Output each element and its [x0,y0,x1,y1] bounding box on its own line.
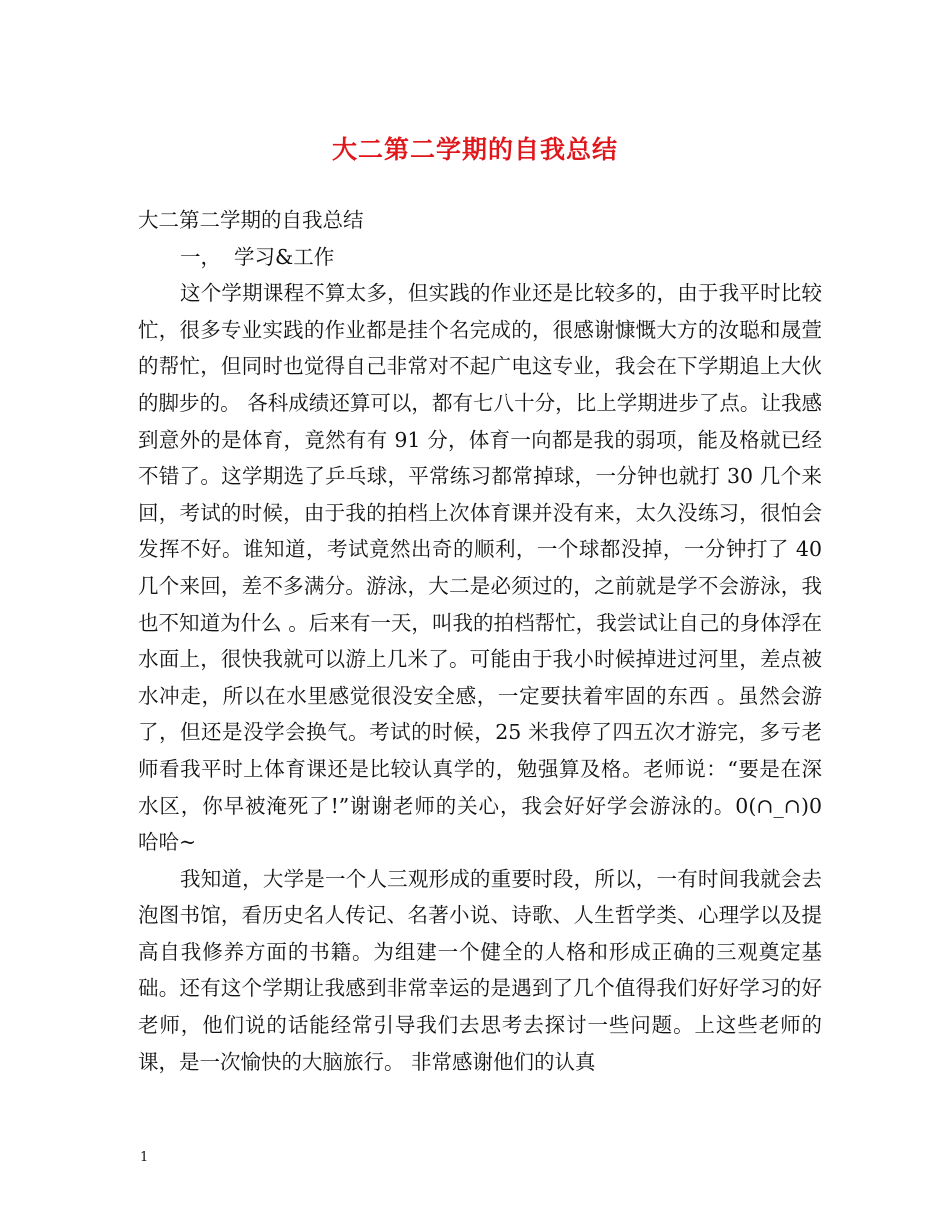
section-heading: 一， 学习&工作 [180,244,335,269]
paragraph-1: 这个学期课程不算太多，但实践的作业还是比较多的，由于我平时比较忙，很多专业实践的作业都是挂个名完成的，很感谢慷慨大方的汝聪和晟萱的帮忙，但同时也觉得自己非常对不起广电这专业，我会在下学期追上大伙的脚步的。 各科成绩还算可以，都有七八十分，比上学期进步了点。让我感到意外的是体育，竟然有有 91 分，体育一向都是我的弱项，能及格就已经不错了。这学期选了乒乓球，平常练习都常掉球，一分钟也就打 30 几个来回，考试的时候，由于我的拍档上次体育课并没有来，太久没练习，很怕会发挥不好。谁知道，考试竟然出奇的顺利，一个球都没掉，一分钟打了 40 几个来回，差不多满分。游泳，大二是必须过的，之前就是学不会游泳，我也不知道为什么 。后来有一天，叫我的拍档帮忙，我尝试让自己的身体浮在水面上，很快我就可以游上几米了。可能由于我小时候掉进过河里，差点被水冲走，所以在水里感觉很没安全感，一定要扶着牢固的东西 。虽然会游了，但还是没学会换气。考试的时候，25 米我停了四五次才游完，多亏老师看我平时上体育课还是比较认真学的，勉强算及格。老师说：“要是在深水区，你早被淹死了!”谢谢老师的关心，我会好好学会游泳的。0(∩_∩)0 哈哈~ [138,281,822,855]
document-subtitle: 大二第二学期的自我总结 [138,208,364,232]
page-number: 1 [140,1150,149,1165]
paragraph-2: 我知道，大学是一个人三观形成的重要时段，所以，一有时间我就会去泡图书馆，看历史名人传记、名著小说、诗歌、人生哲学类、心理学以及提高自我修养方面的书籍。为组建一个健全的人格和形成正确的三观奠定基础。还有这个学期让我感到非常幸运的是遇到了几个值得我们好好学习的好老师，他们说的话能经常引导我们去思考去探讨一些问题。上这些老师的课，是一次愉快的大脑旅行。 非常感谢他们的认真 [138,866,822,1074]
document-body [138,202,822,1080]
document-title: 大二第二学期的自我总结 [331,135,618,164]
